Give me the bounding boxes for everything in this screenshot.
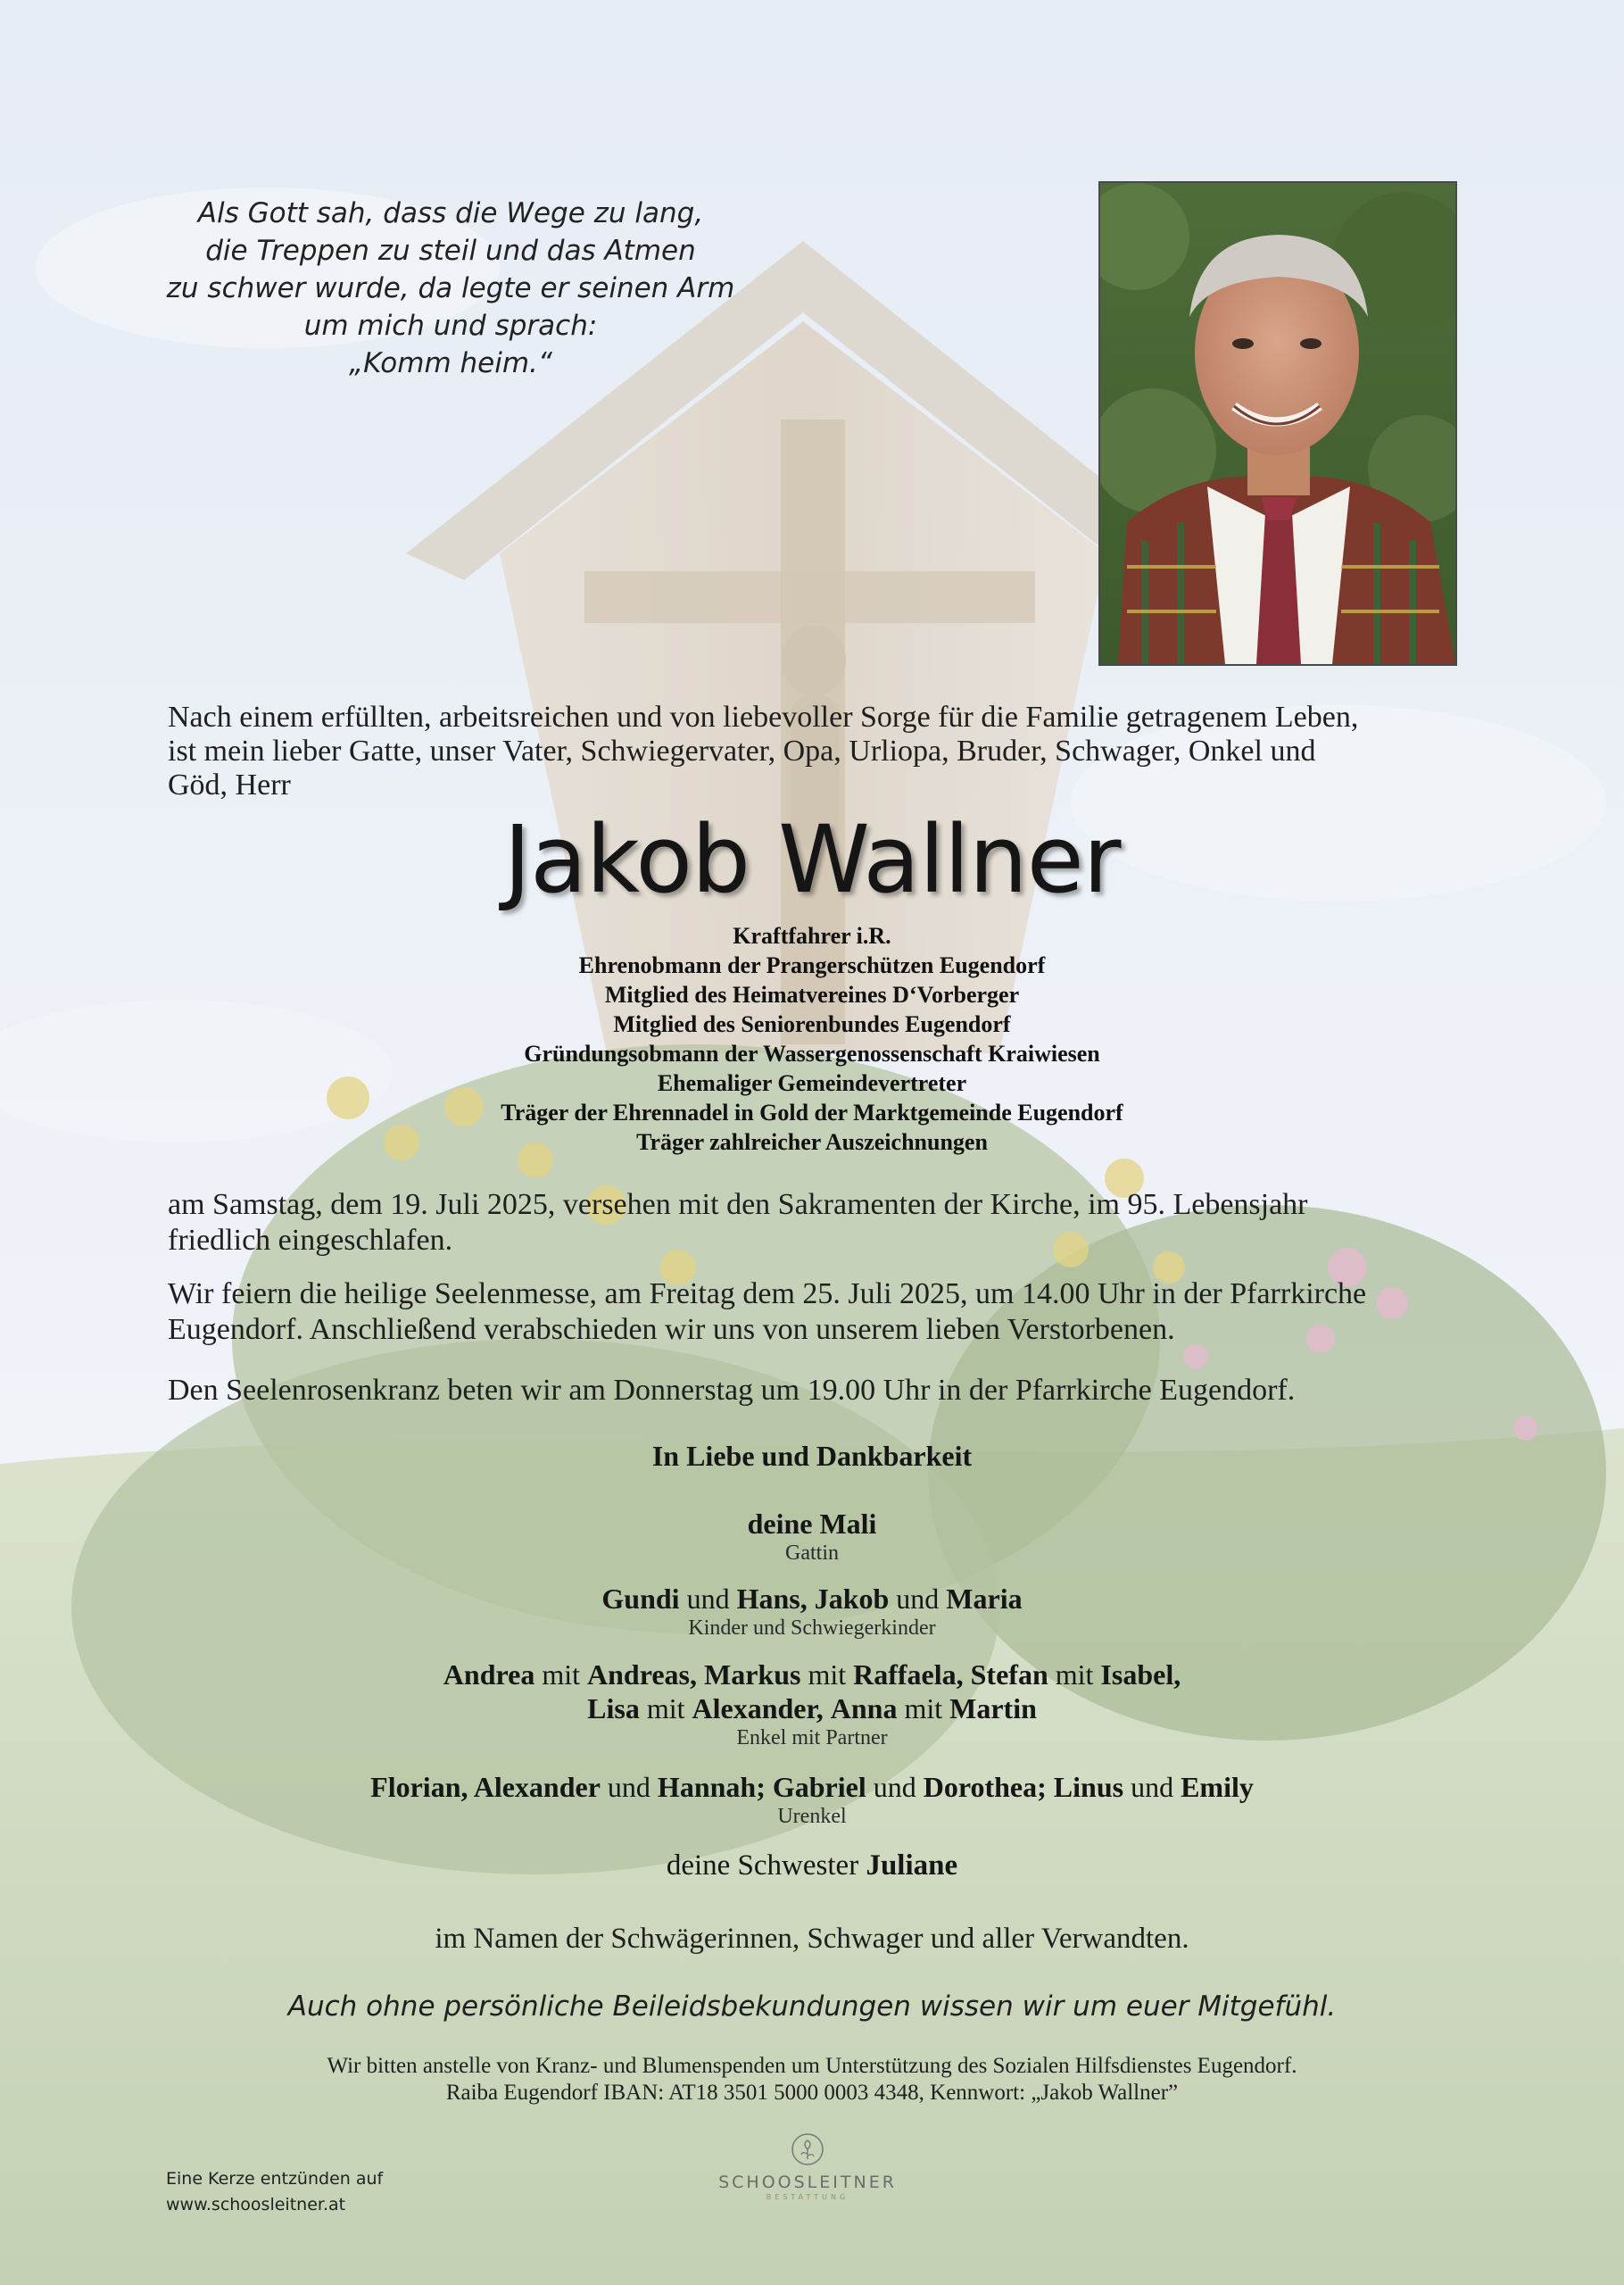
donation-note bbox=[0, 2053, 1624, 2106]
grandchild-name: Raffaela, bbox=[853, 1658, 964, 1691]
conjunction: und bbox=[896, 1583, 940, 1615]
child-name: Gundi bbox=[601, 1583, 680, 1615]
greatgrandchild-names: Dorothea; Linus bbox=[923, 1771, 1124, 1803]
child-name: Jakob bbox=[814, 1583, 890, 1615]
donation-line: Raiba Eugendorf IBAN: AT18 3501 5000 0003 4348, Kennwort: „Jakob Wallner” bbox=[445, 2081, 1179, 2105]
intro-line: ist mein lieber Gatte, unser Vater, Schwiegervater, Opa, Urliopa, Bruder, Schwager, Onkel und bbox=[168, 735, 1316, 768]
mourner-sister bbox=[0, 1848, 1624, 1883]
grandchild-name: Andreas, bbox=[587, 1658, 697, 1691]
title-line: Gründungsobmann der Wassergenossenschaft Kraiwiesen bbox=[524, 1041, 1100, 1067]
funeral-home-logo bbox=[687, 2131, 928, 2203]
poem-line: um mich und sprach: bbox=[303, 310, 598, 342]
condolence-note: Auch ohne persönliche Beileidsbekundungen wissen wir um euer Mitgefühl. bbox=[287, 1990, 1337, 2023]
intro-line: Göd, Herr bbox=[168, 769, 291, 802]
child-name: Maria bbox=[946, 1583, 1023, 1615]
mass-paragraph bbox=[168, 1276, 1462, 1348]
child-name: Hans, bbox=[736, 1583, 808, 1615]
sister-prefix: deine Schwester bbox=[666, 1849, 859, 1882]
death-paragraph bbox=[168, 1187, 1462, 1259]
mourner-grandchildren bbox=[0, 1658, 1624, 1750]
deceased-titles bbox=[0, 921, 1624, 1157]
conjunction: und bbox=[686, 1583, 730, 1615]
conjunction: mit bbox=[646, 1692, 685, 1724]
conjunction: und bbox=[1131, 1771, 1174, 1803]
title-line: Träger zahlreicher Auszeichnungen bbox=[636, 1129, 988, 1155]
greatgrandchildren-role: Urenkel bbox=[777, 1805, 847, 1828]
death-line: am Samstag, dem 19. Juli 2025, versehen mit den Sakramenten der Kirche, im 95. Lebensjahr bbox=[168, 1188, 1308, 1221]
logo-subtitle: BESTATTUNG bbox=[766, 2193, 849, 2201]
title-line: Mitglied des Heimatvereines D‘Vorberger bbox=[604, 982, 1020, 1008]
wife-name: deine Mali bbox=[747, 1508, 877, 1540]
grandchild-name: Martin bbox=[949, 1692, 1037, 1724]
grandchild-name: Markus bbox=[703, 1658, 801, 1691]
mourners-heading: In Liebe und Dankbarkeit bbox=[651, 1440, 973, 1472]
sister-name: Juliane bbox=[866, 1849, 958, 1882]
title-line: Mitglied des Seniorenbundes Eugendorf bbox=[613, 1011, 1011, 1037]
conjunction: mit bbox=[808, 1658, 847, 1691]
candle-note[interactable] bbox=[166, 2166, 505, 2218]
poem-line: die Treppen zu steil und das Atmen bbox=[205, 235, 696, 267]
title-line: Ehrenobmann der Prangerschützen Eugendorf bbox=[578, 952, 1046, 978]
grandchild-name: Alexander, bbox=[692, 1692, 824, 1724]
grandchildren-role: Enkel mit Partner bbox=[736, 1726, 888, 1749]
logo-name: SCHOOSLEITNER bbox=[718, 2173, 897, 2192]
grandchild-name: Anna bbox=[830, 1692, 898, 1724]
candle-website-link[interactable]: www.schoosleitner.at bbox=[166, 2195, 346, 2214]
intro-text bbox=[168, 701, 1462, 802]
mourner-wife bbox=[0, 1507, 1624, 1566]
greatgrandchild-names: Emily bbox=[1181, 1771, 1254, 1803]
death-line: friedlich eingeschlafen. bbox=[168, 1224, 453, 1257]
wife-role: Gattin bbox=[785, 1541, 839, 1565]
grandchild-name: Stefan bbox=[970, 1658, 1048, 1691]
mass-line: Wir feiern die heilige Seelenmesse, am Freitag dem 25. Juli 2025, um 14.00 Uhr in der Pfarrkirche bbox=[168, 1277, 1367, 1310]
conjunction: und bbox=[607, 1771, 650, 1803]
mourner-greatgrandchildren bbox=[0, 1770, 1624, 1829]
title-line: Träger der Ehrennadel in Gold der Marktgemeinde Eugendorf bbox=[501, 1100, 1123, 1126]
grandchild-name: Isabel, bbox=[1100, 1658, 1181, 1691]
grandchild-name: Lisa bbox=[587, 1692, 640, 1724]
children-role: Kinder und Schwiegerkinder bbox=[688, 1616, 936, 1640]
intro-line: Nach einem erfüllten, arbeitsreichen und von liebevoller Sorge für die Familie getragenem Leben, bbox=[168, 701, 1359, 734]
mass-line: Eugendorf. Anschließend verabschieden wir uns von unserem lieben Verstorbenen. bbox=[168, 1313, 1175, 1346]
poem-line: „Komm heim.“ bbox=[349, 347, 552, 379]
greatgrandchild-names: Hannah; Gabriel bbox=[657, 1771, 866, 1803]
title-line: Ehemaliger Gemeindevertreter bbox=[657, 1070, 967, 1096]
portrait-photo bbox=[1098, 181, 1457, 666]
rosary-line: Den Seelenrosenkranz beten wir am Donnerstag um 19.00 Uhr in der Pfarrkirche Eugendorf. bbox=[168, 1374, 1296, 1407]
conjunction: mit bbox=[542, 1658, 580, 1691]
grandchild-name: Andrea bbox=[443, 1658, 535, 1691]
conjunction: mit bbox=[1055, 1658, 1094, 1691]
conjunction: und bbox=[873, 1771, 916, 1803]
poem-line: Als Gott sah, dass die Wege zu lang, bbox=[197, 197, 704, 229]
title-line: Kraftfahrer i.R. bbox=[733, 923, 891, 949]
conjunction: mit bbox=[904, 1692, 943, 1724]
mourner-children bbox=[0, 1582, 1624, 1641]
candle-text: Eine Kerze entzünden auf bbox=[166, 2169, 384, 2189]
memorial-poem bbox=[152, 195, 750, 382]
rosary-paragraph bbox=[168, 1373, 1462, 1408]
greatgrandchild-names: Florian, Alexander bbox=[370, 1771, 601, 1803]
deceased-name: Jakob Wallner bbox=[503, 805, 1121, 914]
relatives-line: im Namen der Schwägerinnen, Schwager und aller Verwandten. bbox=[435, 1923, 1189, 1955]
donation-line: Wir bitten anstelle von Kranz- und Blumenspenden um Unterstützung des Sozialen Hilfsdienstes Eugendorf. bbox=[327, 2054, 1297, 2078]
rose-emblem-icon bbox=[790, 2131, 825, 2167]
poem-line: zu schwer wurde, da legte er seinen Arm bbox=[166, 272, 735, 304]
